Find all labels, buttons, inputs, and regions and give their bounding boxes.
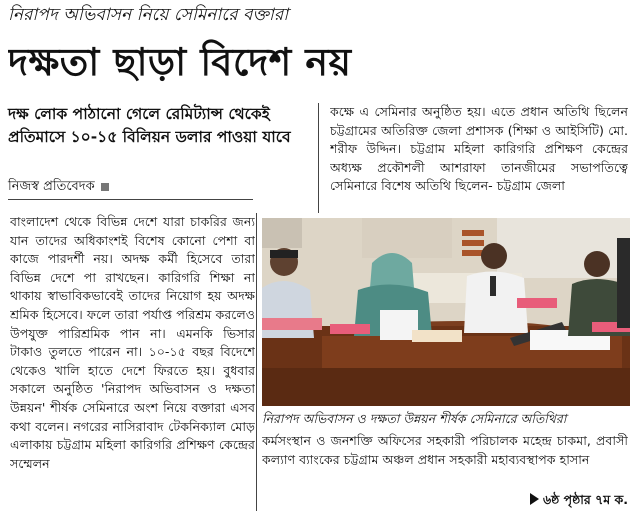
- continued-label: ৬ষ্ঠ পৃষ্ঠার ৭ম ক.: [542, 492, 628, 507]
- photo-caption: নিরাপদ অভিবাসন ও দক্ষতা উন্নয়ন শীর্ষক সেমিনারে অতিথিরা: [262, 411, 567, 426]
- headline: দক্ষতা ছাড়া বিদেশ নয়: [8, 40, 352, 84]
- kicker: নিরাপদ অভিবাসন নিয়ে সেমিনারে বক্তারা: [8, 5, 289, 25]
- seminar-photo: [262, 218, 630, 406]
- divider: [318, 103, 319, 213]
- byline: [8, 178, 248, 196]
- article-body-right-bottom: কর্মসংস্থান ও জনশক্তি অফিসের সহকারী পরিচালক মহেন্দ্র চাকমা, প্রবাসী কল্যাণ ব্যাংকের চট্টগ্রাম অঞ্চল প্রধান সহকারী মহাব্যবস্থাপক হাসান: [262, 433, 628, 467]
- seminar-photo-illustration: [262, 218, 630, 406]
- byline-text: নিজস্ব প্রতিবেদক: [8, 179, 95, 194]
- article-body-right-top: কক্ষে এ সেমিনার অনুষ্ঠিত হয়। এতে প্রধান অতিথি ছিলেন চট্টগ্রামের অতিরিক্ত জেলা প্রশাসক (শিক্ষা ও আইসিটি) মো. শরীফ উদ্দিন। চট্টগ্রাম মহিলা কারিগরি প্রশিক্ষণ কেন্দ্রের অধ্যক্ষ প্রকৌশলী আশরাফা তানজীমের সভাপতিত্বে সেমিনারে বিশেষ অতিথি ছিলেন- চট্টগ্রাম জেলা: [330, 104, 628, 194]
- subheadline: দক্ষ লোক পাঠানো গেলে রেমিট্যান্স থেকেই প্রতিমাসে ১০-১৫ বিলিয়ন ডলার পাওয়া যাবে: [8, 105, 291, 146]
- divider: [256, 213, 257, 511]
- square-bullet-icon: [101, 183, 109, 191]
- divider: [8, 199, 253, 200]
- continued-jump: [530, 492, 628, 512]
- article-body-left: বাংলাদেশ থেকে বিভিন্ন দেশে যারা চাকরির জন্য যান তাদের অধিকাংশই বিশেষ কোনো পেশা বা কাজে পারদর্শী নয়। অদক্ষ কর্মী হিসেবে তারা বিভিন্ন দেশে পা রাখছেন। কারিগরি শিক্ষা না থাকায় স্বাভাবিকভাবেই তাদের নিয়োগ হয় অদক্ষ শ্রমিক হিসেবে। ফলে তারা পর্যাপ্ত পরিশ্রম করলেও উপযুক্ত পারিশ্রমিক পান না। এমনকি ভিসার টাকাও তুলতে পারেন না। ১০-১৫ বছর বিদেশে থেকেও খালি হাতে দেশে ফিরতে হয়। বুধবার সকালে অনুষ্ঠিত 'নিরাপদ অভিবাসন ও দক্ষতা উন্নয়ন' শীর্ষক সেমিনারে অংশ নিয়ে বক্তারা এসব কথা বলেন। নগরের নাসিরাবাদ টেকনিক্যাল মোড় এলাকায় চট্টগ্রাম মহিলা কারিগরি প্রশিক্ষণ কেন্দ্রের সম্মেলন: [10, 214, 255, 471]
- triangle-arrow-icon: [530, 493, 539, 505]
